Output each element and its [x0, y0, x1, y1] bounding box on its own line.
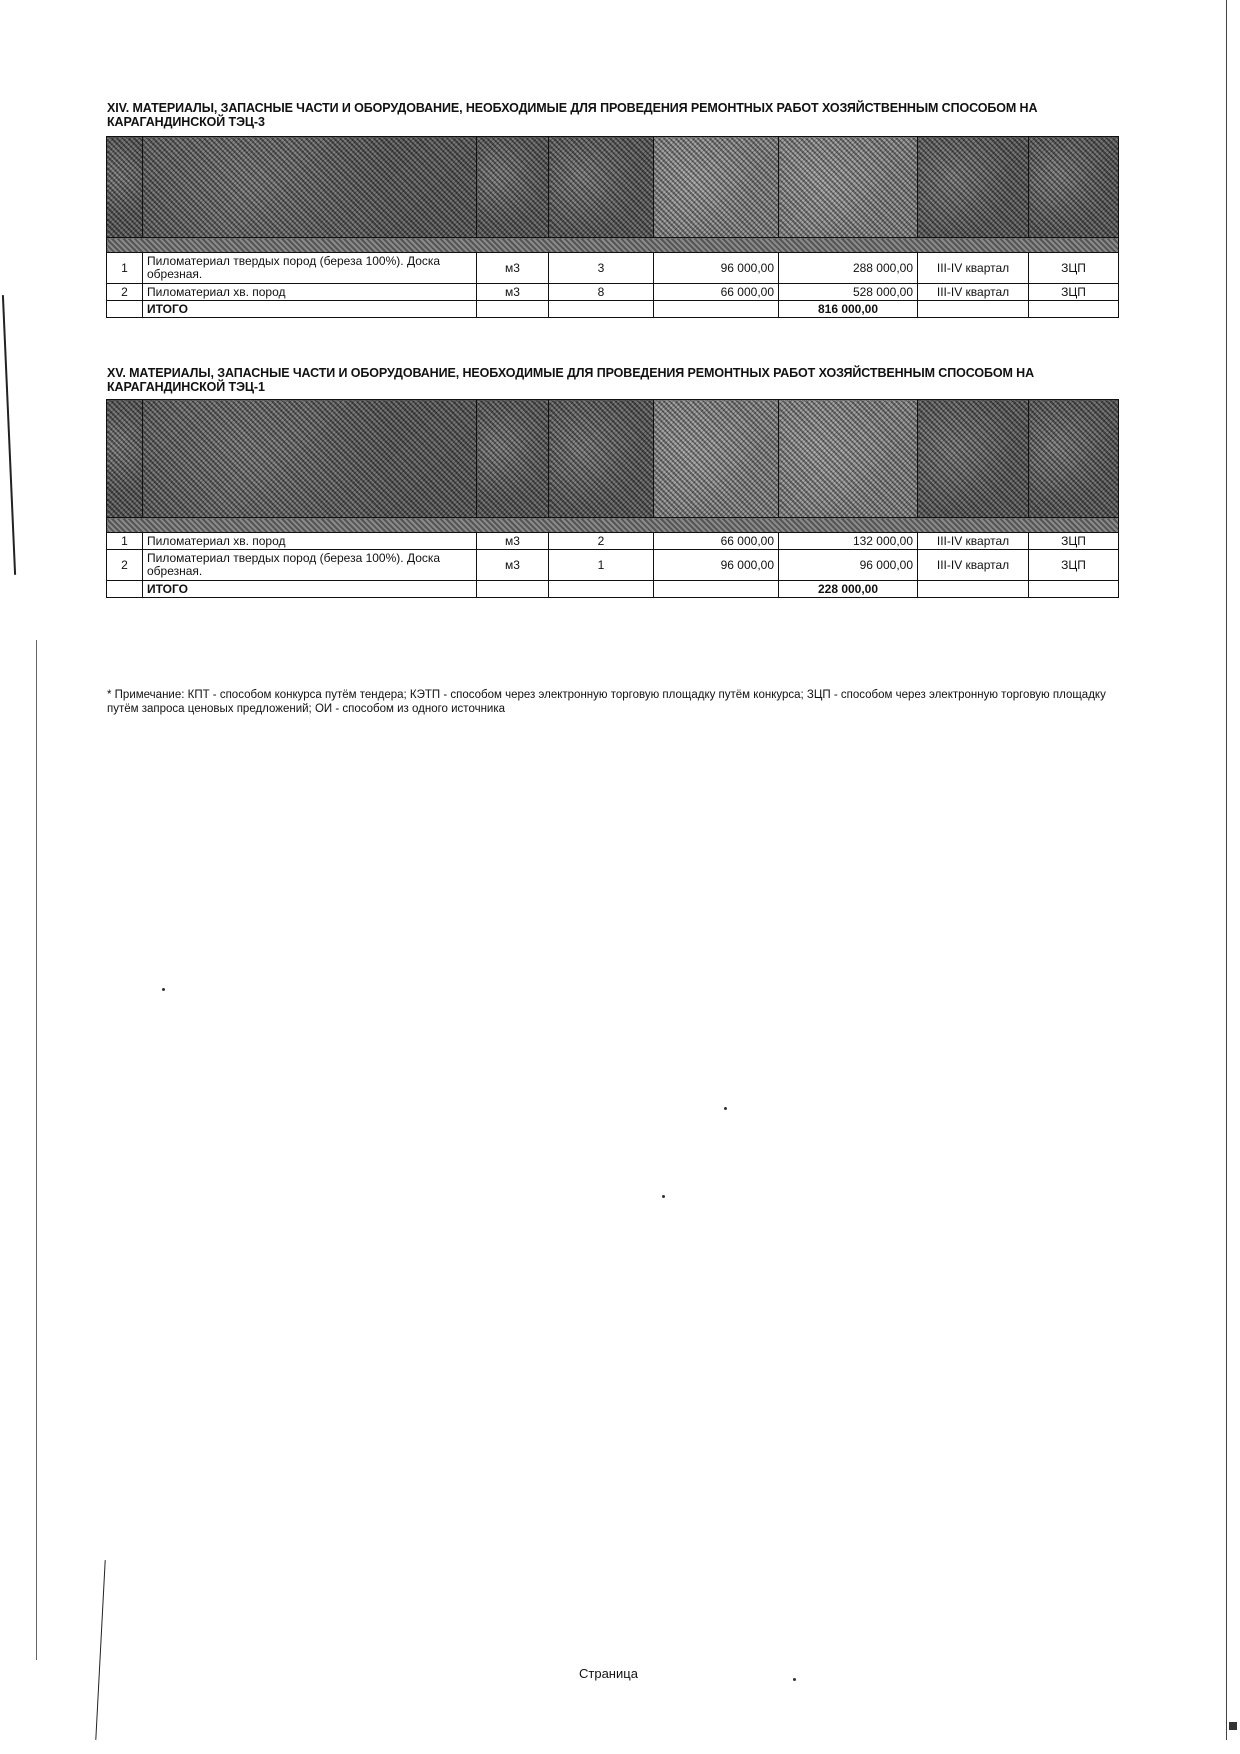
- header-cell: [779, 400, 918, 518]
- header-cell: [918, 400, 1029, 518]
- item-method: ЗЦП: [1029, 533, 1119, 550]
- header-cell: [107, 137, 143, 238]
- table-header-row: [107, 400, 1119, 518]
- total-sum: 816 000,00: [779, 301, 918, 318]
- row-number: 2: [107, 284, 143, 301]
- item-period: III-IV квартал: [918, 284, 1029, 301]
- item-method: ЗЦП: [1029, 284, 1119, 301]
- header-cell: [477, 137, 549, 238]
- table-subheader-row: [107, 518, 1119, 533]
- footnote: * Примечание: КПТ - способом конкурса путём тендера; КЭТП - способом через электронную торговую площадку путём конкурса; ЗЦП - способом через электронную торговую площадку путём запроса ценовых предложений; ОИ - способом из одного источника: [107, 689, 1106, 715]
- item-sum: 96 000,00: [779, 550, 918, 581]
- header-cell: [779, 137, 918, 238]
- scan-artifact: [793, 1678, 796, 1681]
- subheader-cell: [107, 518, 1119, 533]
- total-empty-cell: [549, 581, 654, 598]
- item-name: Пиломатериал хв. пород: [143, 284, 477, 301]
- section-title-xiv: XIV. МАТЕРИАЛЫ, ЗАПАСНЫЕ ЧАСТИ И ОБОРУДОВАНИЕ, НЕОБХОДИМЫЕ ДЛЯ ПРОВЕДЕНИЯ РЕМОНТНЫХ РАБОТ ХОЗЯЙСТВЕННЫМ СПОСОБОМ НА КАРАГАНДИНСКОЙ ТЭЦ-3: [107, 101, 1038, 129]
- subheader-cell: [107, 238, 1119, 253]
- header-cell: [918, 137, 1029, 238]
- total-empty-cell: [918, 581, 1029, 598]
- header-cell: [654, 400, 779, 518]
- item-sum: 288 000,00: [779, 253, 918, 284]
- row-number: 1: [107, 533, 143, 550]
- scan-artifact: [1229, 1722, 1237, 1730]
- item-price: 66 000,00: [654, 533, 779, 550]
- item-unit: м3: [477, 284, 549, 301]
- scan-artifact: [36, 640, 37, 1660]
- table-row: [107, 550, 1119, 581]
- total-empty-cell: [477, 581, 549, 598]
- table-row: [107, 253, 1119, 284]
- item-quantity: 2: [549, 533, 654, 550]
- total-row: [107, 581, 1119, 598]
- total-empty-cell: [107, 581, 143, 598]
- item-quantity: 8: [549, 284, 654, 301]
- row-number: 2: [107, 550, 143, 581]
- item-name: Пиломатериал твердых пород (береза 100%). Доска обрезная.: [143, 550, 477, 581]
- item-period: III-IV квартал: [918, 533, 1029, 550]
- item-price: 66 000,00: [654, 284, 779, 301]
- row-number: 1: [107, 253, 143, 284]
- total-empty-cell: [654, 301, 779, 318]
- section-title-xv: XV. МАТЕРИАЛЫ, ЗАПАСНЫЕ ЧАСТИ И ОБОРУДОВАНИЕ, НЕОБХОДИМЫЕ ДЛЯ ПРОВЕДЕНИЯ РЕМОНТНЫХ РАБОТ ХОЗЯЙСТВЕННЫМ СПОСОБОМ НА КАРАГАНДИНСКОЙ ТЭЦ-1: [107, 366, 1035, 394]
- table-row: [107, 284, 1119, 301]
- header-cell: [654, 137, 779, 238]
- scan-artifact: [95, 1560, 105, 1740]
- item-name: Пиломатериал хв. пород: [143, 533, 477, 550]
- item-period: III-IV квартал: [918, 253, 1029, 284]
- total-row: [107, 301, 1119, 318]
- item-sum: 528 000,00: [779, 284, 918, 301]
- table-row: [107, 533, 1119, 550]
- item-unit: м3: [477, 550, 549, 581]
- header-cell: [549, 137, 654, 238]
- header-cell: [477, 400, 549, 518]
- total-empty-cell: [107, 301, 143, 318]
- table-tec1: [106, 399, 1119, 598]
- scan-artifact: [162, 988, 165, 991]
- item-name: Пиломатериал твердых пород (береза 100%). Доска обрезная.: [143, 253, 477, 284]
- total-label: ИТОГО: [143, 581, 477, 598]
- total-empty-cell: [654, 581, 779, 598]
- item-method: ЗЦП: [1029, 253, 1119, 284]
- header-cell: [143, 137, 477, 238]
- total-empty-cell: [1029, 301, 1119, 318]
- total-empty-cell: [477, 301, 549, 318]
- table-tec3: [106, 136, 1119, 318]
- total-empty-cell: [549, 301, 654, 318]
- item-price: 96 000,00: [654, 550, 779, 581]
- total-label: ИТОГО: [143, 301, 477, 318]
- item-sum: 132 000,00: [779, 533, 918, 550]
- item-quantity: 1: [549, 550, 654, 581]
- total-empty-cell: [1029, 581, 1119, 598]
- scan-artifact: [724, 1107, 727, 1110]
- total-sum: 228 000,00: [779, 581, 918, 598]
- total-empty-cell: [918, 301, 1029, 318]
- table-header-row: [107, 137, 1119, 238]
- header-cell: [1029, 137, 1119, 238]
- item-quantity: 3: [549, 253, 654, 284]
- scan-artifact: [662, 1195, 665, 1198]
- item-unit: м3: [477, 533, 549, 550]
- header-cell: [1029, 400, 1119, 518]
- item-period: III-IV квартал: [918, 550, 1029, 581]
- header-cell: [143, 400, 477, 518]
- header-cell: [549, 400, 654, 518]
- table-subheader-row: [107, 238, 1119, 253]
- item-method: ЗЦП: [1029, 550, 1119, 581]
- item-unit: м3: [477, 253, 549, 284]
- item-price: 96 000,00: [654, 253, 779, 284]
- page-footer: Страница: [579, 1666, 638, 1681]
- header-cell: [107, 400, 143, 518]
- scan-artifact: [2, 295, 16, 575]
- scan-artifact: [1226, 0, 1227, 1740]
